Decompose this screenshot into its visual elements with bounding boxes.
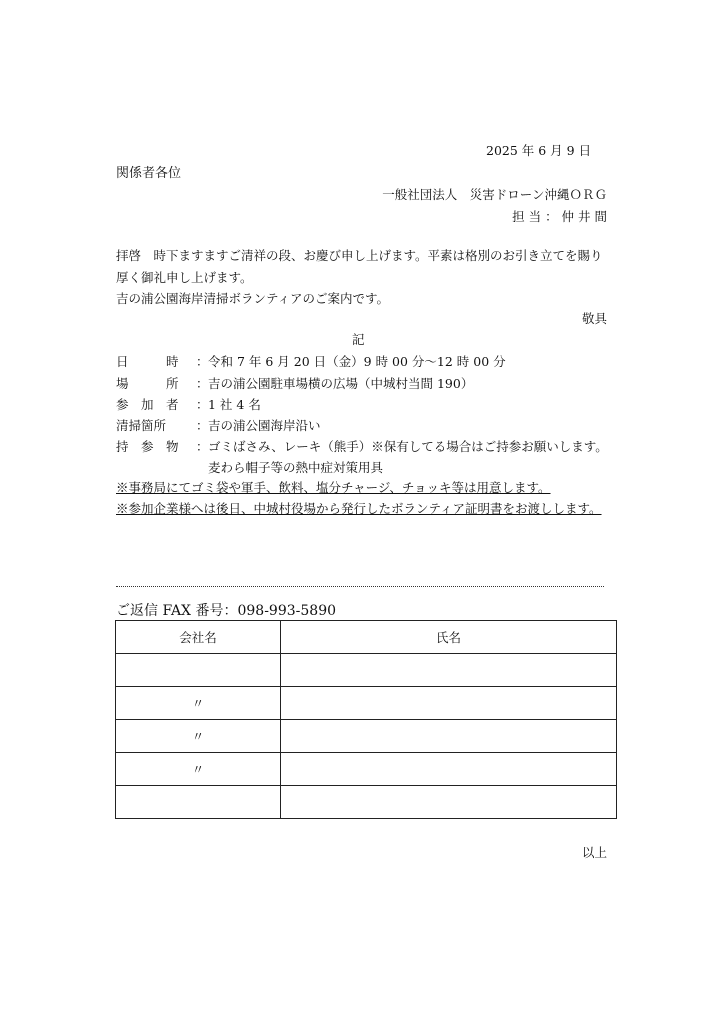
table-row xyxy=(116,654,617,687)
detail-value: 吉の浦公園海岸沿い xyxy=(208,418,321,433)
detail-label: 日 時 xyxy=(116,354,179,369)
detail-label: 場 所 xyxy=(116,376,179,391)
name-cell[interactable] xyxy=(281,720,617,753)
company-cell[interactable] xyxy=(116,786,281,819)
detail-colon: ： xyxy=(196,397,209,412)
greeting-line-1: 拝啓 時下ますますご清祥の段、お慶び申し上げます。平素は格別のお引き立てを賜り xyxy=(116,248,603,263)
company-cell[interactable]: 〃 xyxy=(116,753,281,786)
fax-number: ご返信 FAX 番号：098-993-5890 xyxy=(116,603,337,619)
detail-label: 清掃箇所 xyxy=(116,418,167,433)
detail-value: 1 社 4 名 xyxy=(208,397,261,412)
detail-label: 持 参 物 xyxy=(116,439,179,454)
detail-colon: ： xyxy=(196,354,209,369)
detail-label: 参 加 者 xyxy=(116,397,179,412)
name-cell[interactable] xyxy=(281,753,617,786)
table-row xyxy=(116,720,617,753)
note-certificate: ※参加企業様へは後日、中城村役場から発行したボランティア証明書をお渡しします。 xyxy=(116,501,602,516)
column-header-company: 会社名 xyxy=(116,621,281,654)
detail-value: 麦わら帽子等の熱中症対策用具 xyxy=(208,460,384,475)
name-cell[interactable] xyxy=(281,654,617,687)
end-mark: 以上 xyxy=(581,845,607,860)
cut-line xyxy=(116,586,604,587)
table-header-row xyxy=(116,621,617,654)
staff-in-charge: 担 当 ： 仲 井 間 xyxy=(512,209,607,224)
company-cell[interactable] xyxy=(116,654,281,687)
company-cell[interactable]: 〃 xyxy=(116,720,281,753)
document-date: 2025 年 6 月 9 日 xyxy=(486,143,592,158)
detail-colon: ： xyxy=(196,418,209,433)
detail-colon: ： xyxy=(196,376,209,391)
table-row xyxy=(116,753,617,786)
event-title: 吉の浦公園海岸清掃ボランティアのご案内です。 xyxy=(116,291,390,306)
table-row xyxy=(116,687,617,720)
note-supplies: ※事務局にてゴミ袋や軍手、飲料、塩分チャージ、チョッキ等は用意します。 xyxy=(116,480,551,495)
name-cell[interactable] xyxy=(281,786,617,819)
greeting-line-2: 厚く御礼申し上げます。 xyxy=(116,270,253,285)
detail-value: ゴミばさみ、レーキ（熊手）※保有してる場合はご持参お願いします。 xyxy=(208,439,608,454)
reply-table xyxy=(115,620,617,819)
company-cell[interactable]: 〃 xyxy=(116,687,281,720)
ki-heading: 記 xyxy=(352,332,365,347)
name-cell[interactable] xyxy=(281,687,617,720)
column-header-name: 氏名 xyxy=(281,621,617,654)
closing-word: 敬具 xyxy=(581,311,607,326)
detail-colon: ： xyxy=(196,439,209,454)
recipient: 関係者各位 xyxy=(116,166,182,181)
sender-organization: 一般社団法人 災害ドローン沖縄ＯＲＧ xyxy=(382,187,607,202)
detail-value: 吉の浦公園駐車場横の広場（中城村当間 190） xyxy=(208,376,474,391)
table-row xyxy=(116,786,617,819)
detail-value: 令和 7 年 6 月 20 日（金）9 時 00 分～12 時 00 分 xyxy=(208,354,506,369)
